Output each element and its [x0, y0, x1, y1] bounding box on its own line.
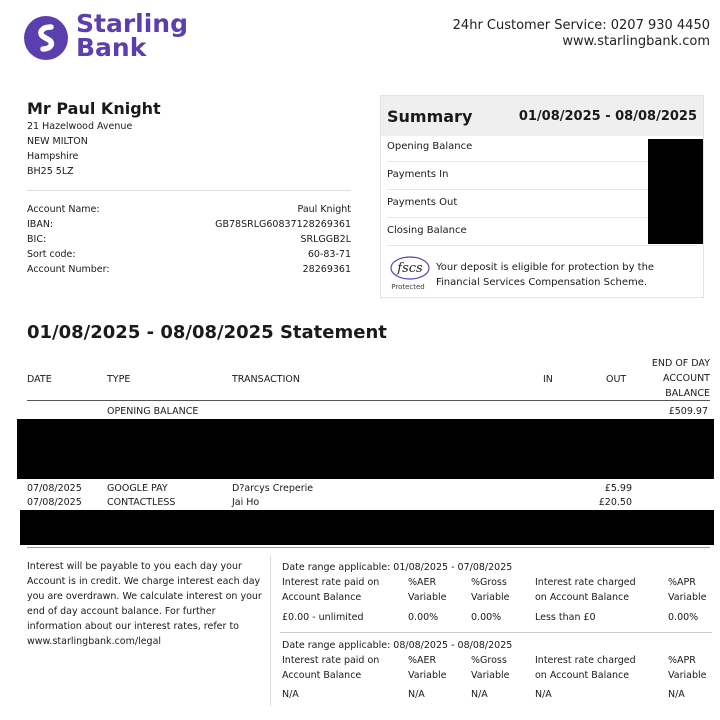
rate-header-paid: Interest rate paid on Account Balance — [282, 655, 380, 681]
rate-header-aer: %AER Variable — [408, 655, 447, 681]
rate-date-range: Date range applicable: 08/08/2025 - 08/08/2025 — [282, 640, 513, 651]
redaction-block — [20, 510, 714, 545]
rate-value-aer: N/A — [408, 689, 425, 700]
rate-value-charged: Less than £0 — [535, 612, 596, 623]
col-header-transaction: TRANSACTION — [232, 374, 300, 385]
summary-row-payments-in: Payments In — [387, 162, 697, 190]
opening-balance-label: OPENING BALANCE — [107, 406, 199, 417]
divider — [270, 556, 271, 706]
col-header-out: OUT — [606, 374, 627, 385]
rate-value-gross: N/A — [471, 689, 488, 700]
rate-value-paid: N/A — [282, 689, 299, 700]
fscs-protection-text: Your deposit is eligible for protection by the Financial Services Compensation Scheme. — [436, 262, 655, 288]
redaction-block — [17, 419, 714, 479]
col-header-date: DATE — [27, 374, 52, 385]
rate-header-apr: %APR Variable — [668, 577, 707, 603]
rate-value-charged: N/A — [535, 689, 552, 700]
opening-balance-value: £509.97 — [668, 406, 708, 417]
rate-value-aer: 0.00% — [408, 612, 439, 623]
rate-header-charged: Interest rate charged on Account Balance — [535, 577, 636, 603]
col-header-type: TYPE — [107, 374, 131, 385]
summary-row-opening: Opening Balance — [387, 134, 697, 162]
brand-name: Starling Bank — [76, 9, 188, 62]
customer-address: 21 Hazelwood Avenue NEW MILTON Hampshire BH25 5LZ — [27, 121, 133, 177]
summary-title: Summary — [387, 106, 473, 126]
summary-row-closing: Closing Balance — [387, 218, 697, 246]
rate-value-apr: 0.00% — [668, 612, 699, 623]
table-header-divider — [27, 400, 710, 401]
website-link[interactable]: www.starlingbank.com — [562, 34, 710, 49]
rate-value-gross: 0.00% — [471, 612, 502, 623]
rate-header-charged: Interest rate charged on Account Balance — [535, 655, 636, 681]
rate-date-range: Date range applicable: 01/08/2025 - 07/08/2025 — [282, 562, 513, 573]
svg-text:fscs: fscs — [397, 261, 423, 276]
rate-header-paid: Interest rate paid on Account Balance — [282, 577, 380, 603]
customer-service-phone: 24hr Customer Service: 0207 930 4450 — [452, 18, 710, 33]
interest-info-text: Interest will be payable to you each day your Account is in credit. We charge interest each day you are overdrawn. We calculate interest on your end of day account balance. For further information about our interest rates, refer to www.starlingbank.com/legal — [27, 561, 262, 647]
summary-row-payments-out: Payments Out — [387, 190, 697, 218]
fscs-logo-icon — [387, 254, 431, 292]
summary-date-range: 01/08/2025 - 08/08/2025 — [518, 108, 697, 124]
col-header-balance: END OF DAY ACCOUNT BALANCE — [651, 358, 710, 399]
svg-text:Protected: Protected — [391, 283, 425, 291]
rate-value-apr: N/A — [668, 689, 685, 700]
rate-header-apr: %APR Variable — [668, 655, 707, 681]
customer-service-info — [453, 18, 710, 50]
summary-header — [381, 96, 703, 136]
rate-header-gross: %Gross Variable — [471, 577, 510, 603]
redaction-block — [648, 139, 703, 244]
col-header-in: IN — [543, 374, 553, 385]
divider — [27, 190, 351, 191]
starling-logo-icon — [24, 16, 68, 60]
statement-title: 01/08/2025 - 08/08/2025 Statement — [27, 322, 387, 343]
rate-value-paid: £0.00 - unlimited — [282, 612, 364, 623]
rate-header-gross: %Gross Variable — [471, 655, 510, 681]
customer-name: Mr Paul Knight — [27, 99, 161, 118]
divider — [280, 632, 712, 633]
account-details: Account Name: Paul Knight IBAN: GB78SRLG60837128269361 BIC: SRLGGB2L Sort code: 60-83-71 Account Number: 28269361 — [27, 204, 351, 275]
rate-header-aer: %AER Variable — [408, 577, 447, 603]
table-footer-divider — [27, 547, 710, 548]
